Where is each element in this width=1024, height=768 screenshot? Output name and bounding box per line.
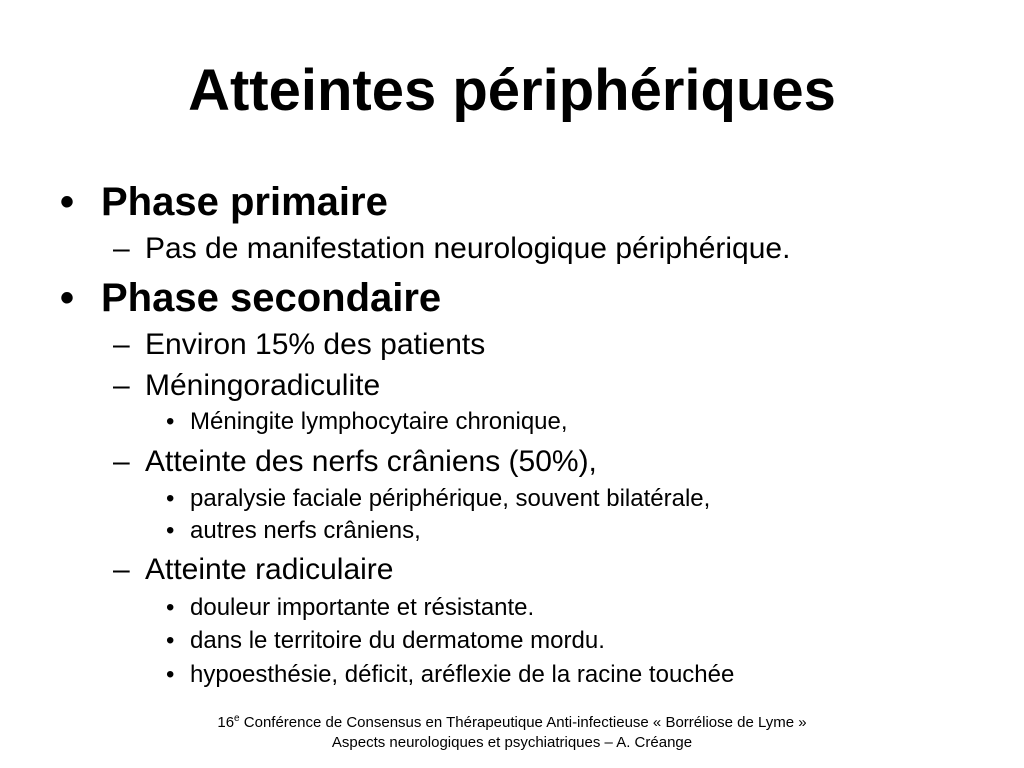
bullet-marker: • [166, 485, 175, 512]
bullet-marker: • [166, 517, 175, 544]
detail-item-douleur: douleur importante et résistante. [190, 594, 535, 621]
sub-item-radiculaire: Atteinte radiculaire [145, 553, 394, 586]
footer-author-line: Aspects neurologiques et psychiatriques – A. Créange [331, 734, 693, 751]
bullet-marker: • [166, 594, 175, 621]
detail-item-dermatome: dans le territoire du dermatome mordu. [190, 627, 605, 654]
sub-item-meningoradiculite: Méningoradiculite [145, 369, 381, 402]
detail-item-autres-nerfs: autres nerfs crâniens, [190, 517, 421, 544]
detail-item-meningite: Méningite lymphocytaire chronique, [190, 408, 568, 435]
bullet-marker: • [166, 661, 175, 688]
bullet-marker: • [60, 276, 75, 320]
slide-title: Atteintes périphériques [188, 58, 836, 123]
bullet-marker: • [166, 627, 175, 654]
dash-marker: – [113, 553, 130, 586]
sub-item-nerfs-craniens: Atteinte des nerfs crâniens (50%), [145, 445, 597, 478]
footer-conference-line: 16e Conférence de Consensus en Thérapeutique Anti-infectieuse « Borréliose de Lyme » [217, 713, 807, 731]
detail-item-hypoesthesie: hypoesthésie, déficit, aréflexie de la racine touchée [190, 661, 735, 688]
slide-footer [0, 713, 1024, 753]
sub-item-environ: Environ 15% des patients [145, 328, 486, 361]
bullet-phase-primaire: Phase primaire [101, 180, 388, 224]
dash-marker: – [113, 328, 130, 361]
dash-marker: – [113, 369, 130, 402]
dash-marker: – [113, 232, 130, 265]
bullet-marker: • [166, 408, 175, 435]
sub-item-pas-de-manifestation: Pas de manifestation neurologique périphérique. [145, 232, 791, 265]
detail-item-paralysie: paralysie faciale périphérique, souvent bilatérale, [190, 485, 711, 512]
bullet-phase-secondaire: Phase secondaire [101, 276, 442, 320]
bullet-marker: • [60, 180, 75, 224]
dash-marker: – [113, 445, 130, 478]
